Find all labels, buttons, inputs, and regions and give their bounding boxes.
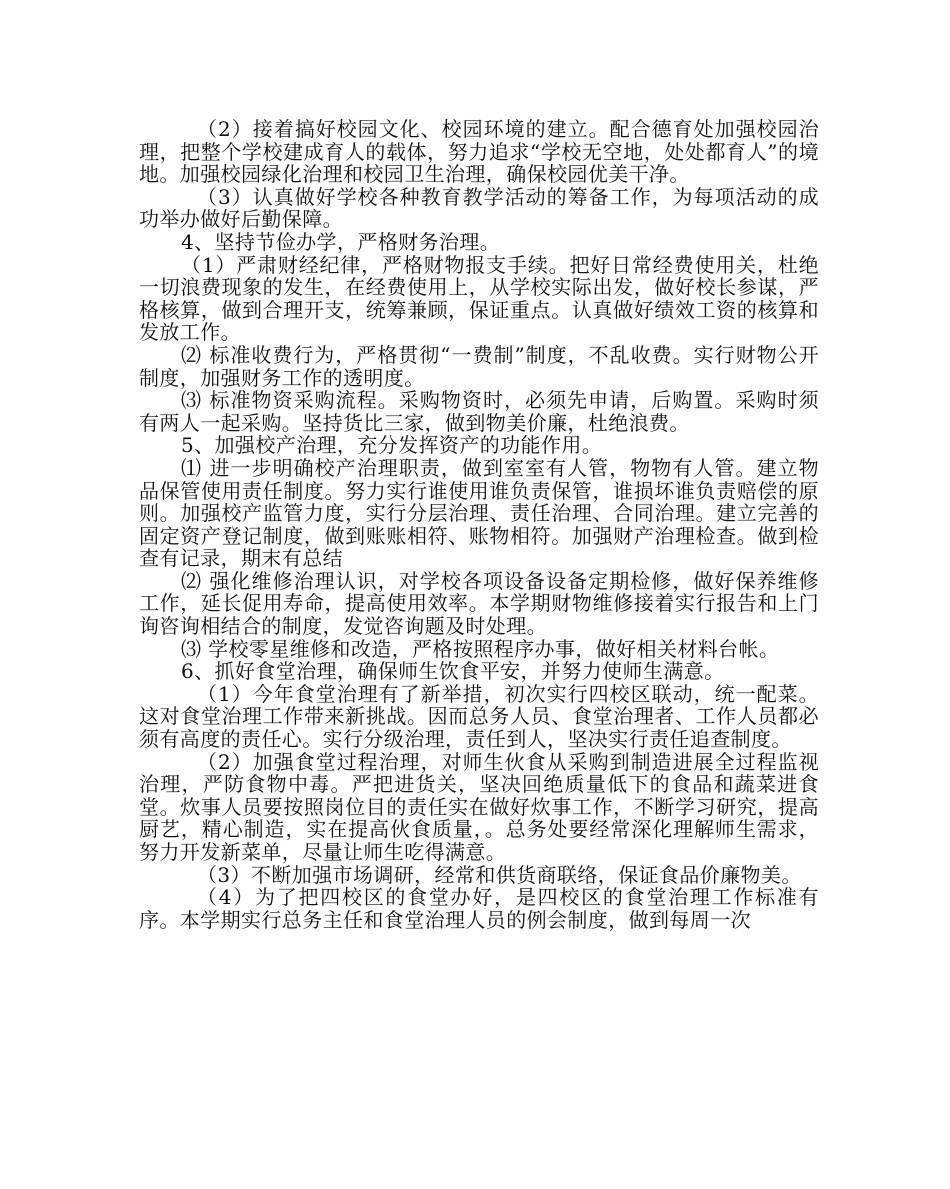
heading-asset-management: 5、加强校产治理，充分发挥资产的功能作用。 [181, 433, 603, 458]
paragraph-procurement: ⑶ 标准物资采购流程。采购物资时，必须先申请，后购置。采购时须有两人一起采购。坚持货比三家，做到物美价廉，杜绝浪费。 [139, 388, 819, 435]
document-body [139, 118, 819, 931]
paragraph-campus-culture: （2）接着搞好校园文化、校园环境的建立。配合德育处加强校园治理，把整个学校建成育人的载体，努力追求“学校无空地，处处都育人”的境地。加强校园绿化治理和校园卫生治理，确保校园优美干净。 [139, 117, 819, 187]
paragraph-canteen-process: （2）加强食堂过程治理，对师生伙食从采购到制造进展全过程监视治理，严防食物中毒。严把进货关，坚决回绝质量低下的食品和蔬菜进食堂。炊事人员要按照岗位目的责任实在做好炊事工作，不断学习研究，提高厨艺，精心制造，实在提高伙食质量，。总务处要经常深化理解师生需求，努力开发新菜单，尽量让师生吃得满意。 [139, 749, 819, 864]
paragraph-activity-support: （3）认真做好学校各种教育教学活动的筹备工作，为每项活动的成功举办做好后勤保障。 [139, 184, 819, 232]
heading-frugal-finance: 4、坚持节俭办学，严格财务治理。 [181, 229, 501, 254]
paragraph-asset-duties: ⑴ 进一步明确校产治理职责，做到室室有人管，物物有人管。建立物品保管使用责任制度。努力实行谁使用谁负责保管，谁损坏谁负责赔偿的原则。加强校产监管力度，实行分层治理、责任治理、合同治理。建立完善的固定资产登记制度，做到账账相符、账物相符。加强财产治理检查。做到检查有记录，期末有总结 [139, 455, 819, 571]
paragraph-repairs: ⑶ 学校零星维修和改造，严格按照程序办事，做好相关材料台帐。 [181, 636, 780, 661]
paragraph-fee-standard: ⑵ 标准收费行为，严格贯彻“一费制”制度，不乱收费。实行财物公开制度，加强财务工作的透明度。 [139, 342, 819, 390]
paragraph-canteen-new-measures: （1）今年食堂治理有了新举措，初次实行四校区联动，统一配菜。这对食堂治理工作带来新挑战。因而总务人员、食堂治理者、工作人员都必须有高度的责任心。实行分级治理，责任到人，坚决实行责任追查制度。 [139, 681, 819, 752]
paragraph-market-research: （3）不断加强市场调研，经常和供货商联络，保证食品价廉物美。 [197, 862, 802, 887]
paragraph-maintenance: ⑵ 强化维修治理认识，对学校各项设备设备定期检修，做好保养维修工作，延长促用寿命，提高使用效率。本学期财物维修接着实行报告和上门询咨询相结合的制度，发觉咨询题及时处理。 [139, 568, 819, 639]
heading-canteen-management: 6、抓好食堂治理，确保师生饮食平安，并努力使师生满意。 [181, 659, 725, 684]
paragraph-finance-discipline: （1）严肃财经纪律，严格财物报支手续。把好日常经费使用关，杜绝一切浪费现象的发生，在经费使用上，从学校实际出发，做好校长参谋，严格核算，做到合理开支，统筹兼顾，保证重点。认真做好绩效工资的核算和发放工作。 [139, 252, 819, 345]
paragraph-canteen-meetings: （4）为了把四校区的食堂办好，是四校区的食堂治理工作标准有序。本学期实行总务主任和食堂治理人员的例会制度，做到每周一次 [139, 885, 819, 932]
